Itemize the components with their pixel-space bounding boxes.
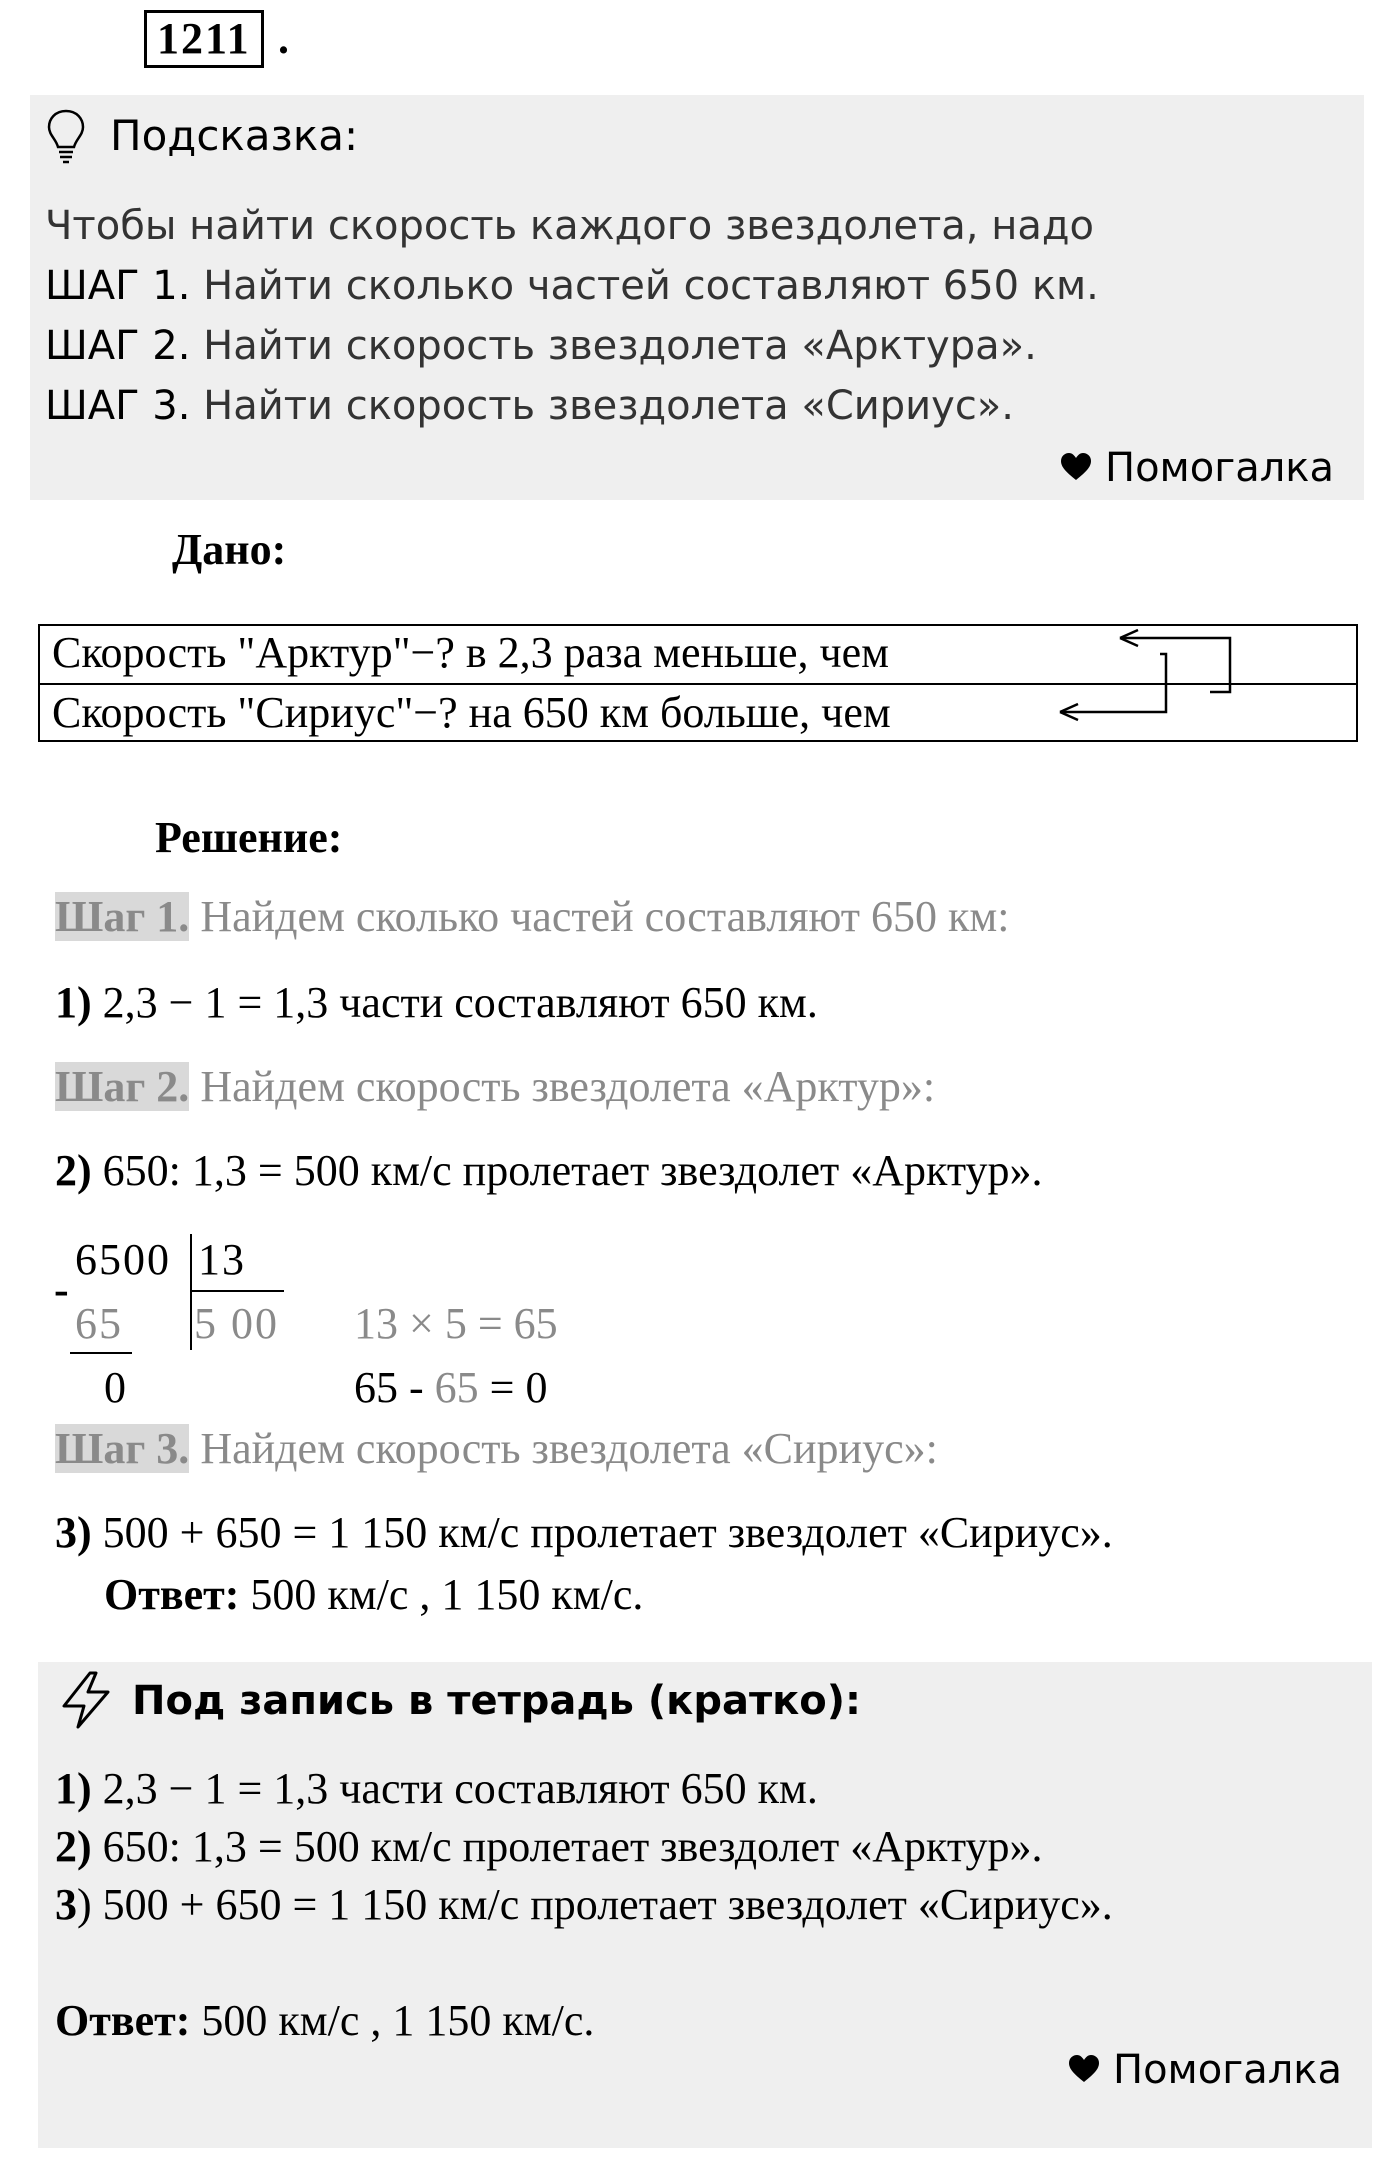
hint-title: Подсказка: <box>110 111 359 160</box>
hint-step-2: ШАГ 2. Найти скорость звездолета «Арктура». <box>45 323 1037 369</box>
notebook-line-1: 1) 2,3 − 1 = 1,3 части составляют 650 км. <box>55 1764 818 1813</box>
step-3-label: Шаг 3. <box>55 1424 190 1473</box>
solution-answer: Ответ: 500 км/с , 1 150 км/с. <box>104 1570 644 1619</box>
comparison-arrows <box>1040 620 1250 742</box>
problem-number: 1211 <box>144 10 264 68</box>
division-divisor: 13 <box>198 1235 246 1284</box>
given-row-arktur: Скорость "Арктур"−? в 2,3 раза меньше, чем <box>52 628 890 677</box>
division-subtract-line <box>70 1352 132 1354</box>
notebook-title: Под запись в тетрадь (кратко): <box>132 1678 862 1724</box>
notebook-brand: Помогалка <box>1113 2047 1342 2093</box>
division-subtrahend: 65 <box>75 1299 123 1348</box>
step-1-label: Шаг 1. <box>55 892 190 941</box>
given-title: Дано: <box>172 525 287 574</box>
notebook-line-3: 3) 500 + 650 = 1 150 км/с пролетает звездолет «Сириус». <box>55 1880 1113 1929</box>
heart-icon <box>1060 452 1092 482</box>
division-remainder: 0 <box>104 1363 126 1412</box>
problem-number-dot: . <box>278 14 289 63</box>
heart-icon <box>1068 2054 1100 2084</box>
hint-intro: Чтобы найти скорость каждого звездолета, надо <box>45 203 1095 249</box>
hint-step-1: ШАГ 1. Найти сколько частей составляют 650 км. <box>45 263 1099 309</box>
step-2-heading: Шаг 2. Найдем скорость звездолета «Арктур»: <box>55 1062 936 1111</box>
solution-title: Решение: <box>155 813 343 862</box>
lightning-icon <box>56 1670 116 1730</box>
given-row-sirius: Скорость "Сириус"−? на 650 км больше, чем <box>52 688 891 737</box>
division-vertical-line <box>190 1234 192 1350</box>
division-check-2: 65 - 65 = 0 <box>354 1363 548 1412</box>
step-1-heading: Шаг 1. Найдем сколько частей составляют 650 км: <box>55 892 1010 941</box>
calc-3: 3) 500 + 650 = 1 150 км/с пролетает звездолет «Сириус». <box>55 1508 1113 1557</box>
calc-2: 2) 650: 1,3 = 500 км/с пролетает звездолет «Арктур». <box>55 1146 1043 1195</box>
division-quotient: 5 00 <box>194 1299 279 1348</box>
lightbulb-icon <box>46 108 86 164</box>
hint-brand: Помогалка <box>1105 445 1334 491</box>
calc-1: 1) 2,3 − 1 = 1,3 части составляют 650 км. <box>55 978 818 1027</box>
step-3-heading: Шаг 3. Найдем скорость звездолета «Сириус»: <box>55 1424 938 1473</box>
hint-step-3: ШАГ 3. Найти скорость звездолета «Сириус». <box>45 383 1014 429</box>
division-minus: - <box>54 1265 69 1314</box>
division-dividend: 6500 <box>75 1235 171 1284</box>
notebook-line-2: 2) 650: 1,3 = 500 км/с пролетает звездолет «Арктур». <box>55 1822 1043 1871</box>
notebook-answer: Ответ: 500 км/с , 1 150 км/с. <box>55 1996 595 2045</box>
step-2-label: Шаг 2. <box>55 1062 190 1111</box>
division-check-1: 13 × 5 = 65 <box>354 1299 558 1348</box>
division-quotient-line <box>190 1290 284 1292</box>
